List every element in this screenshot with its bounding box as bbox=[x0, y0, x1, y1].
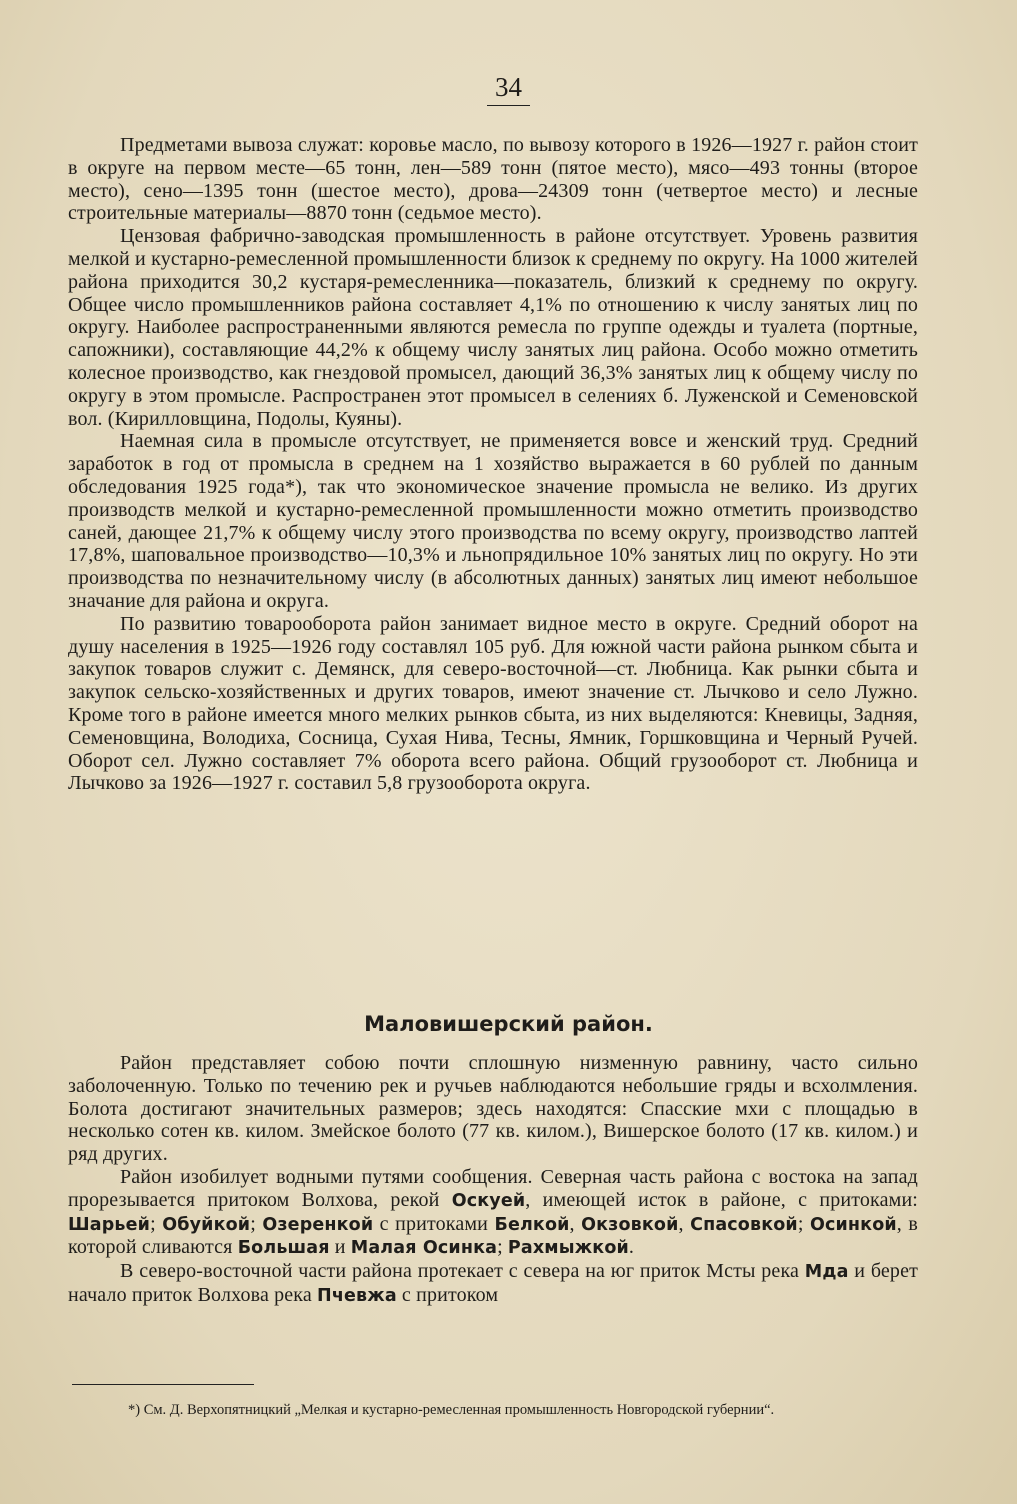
river-name: Рахмыжкой bbox=[507, 1238, 629, 1259]
text-block-section bbox=[68, 1052, 918, 1308]
paragraph-industry: Цензовая фабрично-заводская промышленность в районе отсутствует. Уровень развития мелкой и кустарно-ремесленной промышленности близок к среднему по округу. На 1000 жителей района приходится 30,2 кустаря-ремесленника—показатель, близкий к среднему по округу. Общее число промышленников района составляет 4,1% по отношению к числу занятых лиц по округу. Наиболее распространенными являются ремесла по группе одежды и туалета (портные, сапожники), составляющие 44,2% к общему числу занятых лиц района. Особо можно отметить колесное производство, как гнездовой промысел, дающий 36,3% занятых лиц к общему числу по округу в этом промысле. Распространен этот промысел в селениях б. Луженской и Семеновской вол. (Кирилловщина, Подолы, Куяны). bbox=[68, 225, 918, 430]
river-name: Мда bbox=[804, 1262, 849, 1283]
section-heading: Маловишерский район. bbox=[364, 1012, 653, 1036]
paragraph-waterways: Район изобилует водными путями сообщения. Северная часть района с востока на запад прорезывается притоком Волхова, рекой Оскуей, имеющей исток в районе, с притоками: Шарьей; Обуйкой; Озеренкой с притоками Белкой, Окзовкой, Спасовкой; Осинкой, в которой сливаются Большая и Малая Осинка; Рахмыжкой. bbox=[68, 1165, 918, 1259]
river-name: Большая bbox=[237, 1238, 330, 1259]
river-name: Спасовкой bbox=[690, 1214, 798, 1235]
river-name: Оскуей bbox=[451, 1190, 526, 1211]
river-name: Малая Осинка bbox=[350, 1238, 498, 1259]
footnote: *) См. Д. Верхопятницкий „Мелкая и кустарно-ремесленная промышленность Новгородской губернии“. bbox=[128, 1402, 775, 1418]
river-name: Осинкой bbox=[809, 1214, 897, 1235]
river-name: Обуйкой bbox=[162, 1214, 251, 1235]
paragraph-northeast: В северо-восточной части района протекает с севера на юг приток Мсты река Мда и берет начало приток Волхова река Пчевжа с притоком bbox=[68, 1260, 919, 1306]
river-name: Шарьей bbox=[68, 1214, 151, 1235]
paragraph-relief: Район представляет собою почти сплошную низменную равнину, часто сильно заболоченную. Только по течению рек и ручьев наблюдаются небольшие гряды и всхолмления. Болота достигают значительных размеров; здесь находятся: Спасские мхи с площадью в несколько сотен кв. килом. Змейское болото (77 кв. килом.), Вишерское болото (17 кв. килом.) и ряд других. bbox=[68, 1052, 918, 1166]
river-name: Озеренкой bbox=[262, 1214, 374, 1235]
river-name: Белкой bbox=[494, 1214, 570, 1235]
river-name: Пчевжа bbox=[317, 1285, 397, 1306]
footnote-divider bbox=[72, 1384, 254, 1385]
text-block-top bbox=[68, 134, 918, 795]
paragraph-exports: Предметами вывоза служат: коровье масло, по вывозу которого в 1926—1927 г. район стоит в округе на первом месте—65 тонн, лен—589 тонн (пятое место), мясо—493 тонны (второе место), сено—1395 тонн (шестое место), дрова—24309 тонн (четвертое место) и лесные строительные материалы—8870 тонн (седьмое место). bbox=[68, 134, 918, 225]
paragraph-crafts: Наемная сила в промысле отсутствует, не применяется вовсе и женский труд. Средний заработок в год от промысла в среднем на 1 хозяйство выражается в 60 рублей по данным обследования 1925 года*), так что экономическое значение промысла не велико. Из других производств мелкой и кустарно-ремесленной промышленности можно отметить производство саней, дающее 21,7% к общему числу этого производства по всему округу, производство лаптей 17,8%, шаповальное производство—10,3% и льнопрядильное 10% занятых лиц по округу. Но эти производства по незначительному числу (в абсолютных данных) занятых лиц имеют небольшое значание для района и округа. bbox=[68, 430, 918, 612]
paragraph-trade: По развитию товарооборота район занимает видное место в округе. Средний оборот на душу населения в 1925—1926 году составлял 105 руб. Для южной части района рынком сбыта и закупок товаров служит с. Демянск, для северо-восточной—ст. Любница. Как рынки сбыта и закупок сельско-хозяйственных и других товаров, имеют значение ст. Лычково и село Лужно. Кроме того в районе имеется много мелких рынков сбыта, из них выделяются: Кневицы, Задняя, Семеновщина, Володиха, Сосница, Сухая Нива, Тесны, Ямник, Горшковщина и Черный Ручей. Оборот сел. Лужно составляет 7% оборота всего района. Общий грузооборот ст. Любница и Лычково за 1926—1927 г. составил 5,8 грузооборота округа. bbox=[68, 612, 918, 795]
river-name: Окзовкой bbox=[581, 1214, 679, 1235]
page-number: 34 bbox=[0, 72, 1017, 106]
